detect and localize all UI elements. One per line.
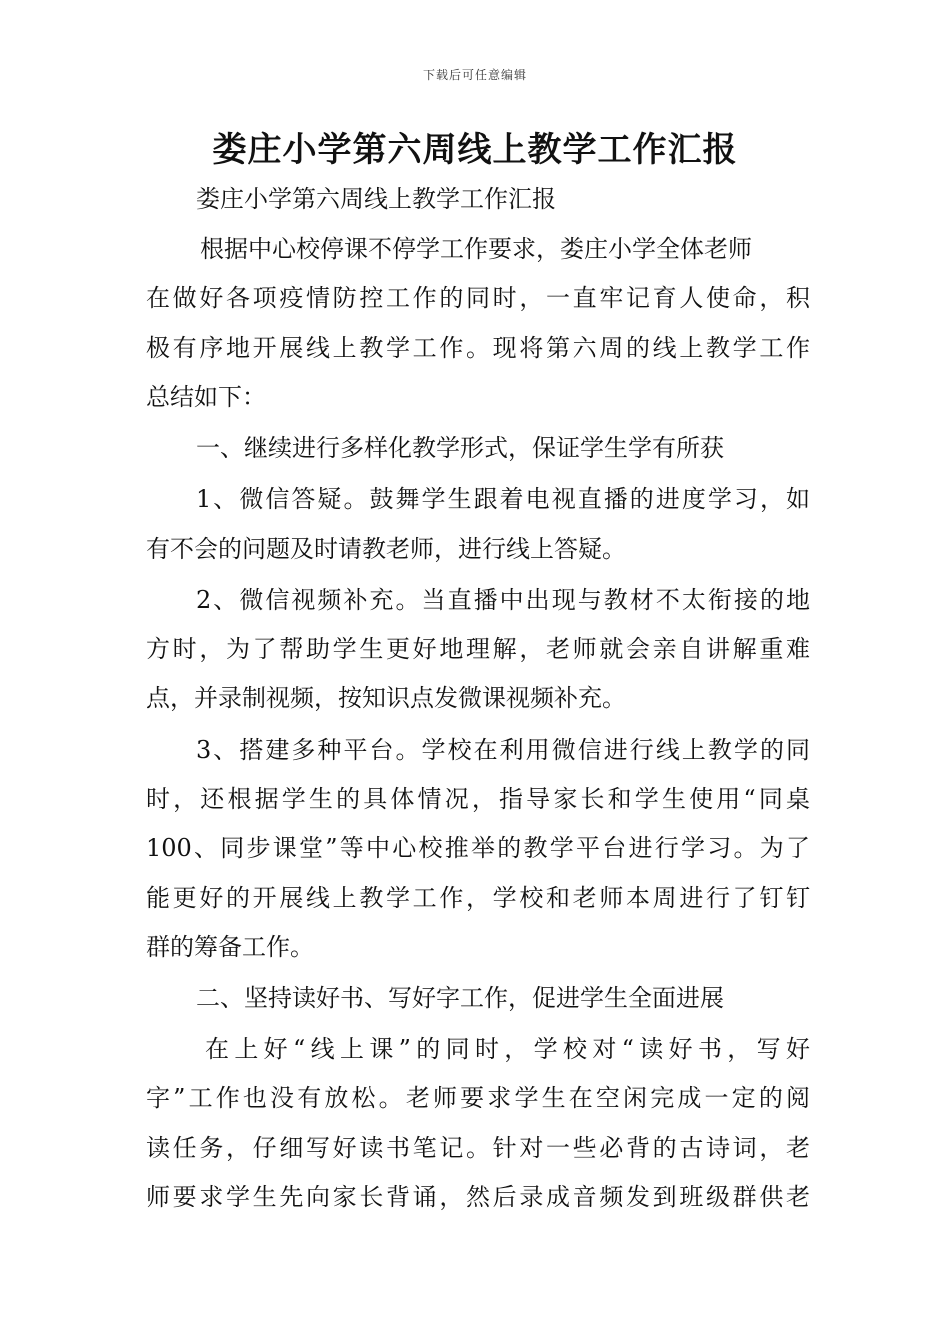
section-heading: 一、继续进行多样化教学形式，保证学生学有所获 bbox=[196, 434, 724, 462]
paragraph-line: 1、微信答疑。鼓舞学生跟着电视直播的进度学习，如 bbox=[196, 485, 810, 513]
paragraph-line: 在上好“线上课”的同时，学校对“读好书，写好 bbox=[205, 1035, 810, 1063]
paragraph-line: 在做好各项疫情防控工作的同时，一直牢记育人使命，积 bbox=[146, 284, 810, 312]
section-heading: 二、坚持读好书、写好字工作，促进学生全面进展 bbox=[196, 984, 724, 1012]
paragraph-line: 2、微信视频补充。当直播中出现与教材不太衔接的地 bbox=[196, 586, 810, 614]
paragraph-line: 总结如下： bbox=[146, 383, 266, 411]
header-note: 下载后可任意编辑 bbox=[422, 68, 527, 82]
paragraph-line: 极有序地开展线上教学工作。现将第六周的线上教学工作 bbox=[146, 334, 810, 362]
paragraph-line: 点，并录制视频，按知识点发微课视频补充。 bbox=[146, 684, 626, 712]
paragraph-line: 能更好的开展线上教学工作，学校和老师本周进行了钉钉 bbox=[146, 884, 810, 912]
subtitle: 娄庄小学第六周线上教学工作汇报 bbox=[196, 185, 556, 213]
paragraph-line: 字”工作也没有放松。老师要求学生在空闲完成一定的阅 bbox=[146, 1084, 810, 1112]
paragraph-line: 根据中心校停课不停学工作要求，娄庄小学全体老师 bbox=[200, 235, 752, 263]
paragraph-line: 群的筹备工作。 bbox=[146, 933, 314, 961]
paragraph-line: 3、搭建多种平台。学校在利用微信进行线上教学的同 bbox=[196, 736, 810, 764]
paragraph-line: 时，还根据学生的具体情况，指导家长和学生使用“同桌 bbox=[146, 785, 810, 813]
paragraph-line: 读任务，仔细写好读书笔记。针对一些必背的古诗词，老 bbox=[146, 1134, 810, 1162]
paragraph-line: 有不会的问题及时请教老师，进行线上答疑。 bbox=[146, 535, 626, 563]
paragraph-line: 方时，为了帮助学生更好地理解，老师就会亲自讲解重难 bbox=[146, 635, 810, 663]
paragraph-line: 100、同步课堂”等中心校推举的教学平台进行学习。为了 bbox=[146, 834, 810, 862]
paragraph-line: 师要求学生先向家长背诵，然后录成音频发到班级群供老 bbox=[146, 1183, 810, 1211]
page-title: 娄庄小学第六周线上教学工作汇报 bbox=[212, 130, 738, 170]
